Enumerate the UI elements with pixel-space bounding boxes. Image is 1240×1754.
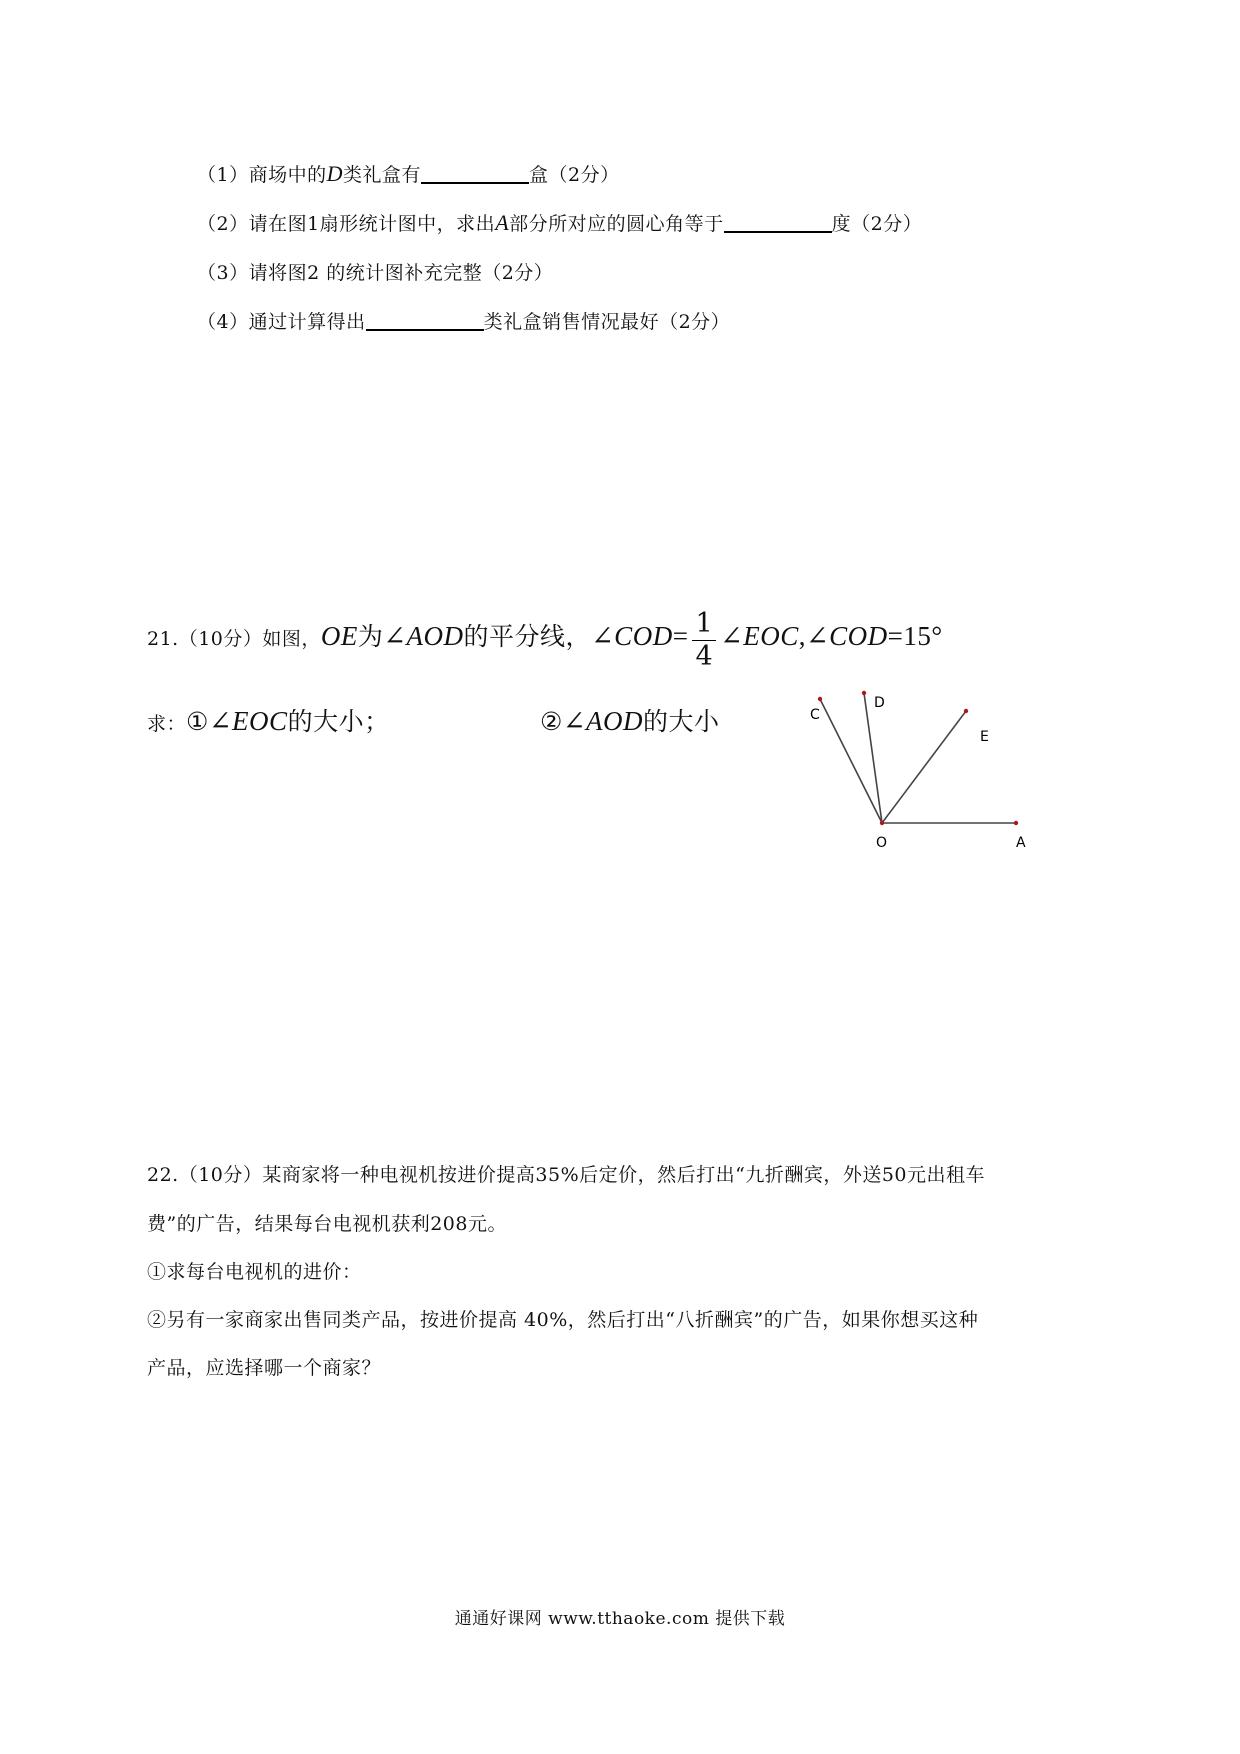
q21-statement: 21.（10分）如图，OE为∠AOD的平分线，∠COD= $\frac{1}{4}$ ∠EOC,∠COD=15° <box>147 607 943 672</box>
q22-line-4: ②另有一家商家出售同类产品，按进价提高 40%，然后打出“八折酬宾”的广告，如果你想买这种 <box>147 1309 979 1331</box>
q21-ask: 求：①∠EOC的大小； <box>147 706 390 736</box>
point-d <box>862 691 866 695</box>
label-a: A <box>1016 835 1026 851</box>
label-o: O <box>876 835 888 851</box>
label-c: C <box>810 707 820 723</box>
label-d: D <box>874 695 885 711</box>
q20-item-3: （3）请将图2 的统计图补充完整（2分） <box>197 262 554 284</box>
point-c <box>818 697 822 701</box>
label-e: E <box>980 729 989 745</box>
angle-figure <box>790 685 1070 855</box>
q20-item-4: （4）通过计算得出 类礼盒销售情况最好（2分） <box>197 311 731 333</box>
q22-line-2: 费”的广告，结果每台电视机获利208元。 <box>147 1213 507 1235</box>
point-o <box>880 821 884 825</box>
page-footer: 通通好课网 www.tthaoke.com 提供下载 <box>454 1609 786 1629</box>
fraction-one-quarter: $\frac{1}{4}$ <box>692 608 716 673</box>
point-e <box>964 709 968 713</box>
q22-line-5: 产品，应选择哪一个商家？ <box>147 1357 382 1379</box>
q22-line-3: ①求每台电视机的进价： <box>147 1261 362 1283</box>
point-a <box>1014 821 1018 825</box>
ray-oe <box>882 711 966 823</box>
answer-blank-4 <box>366 329 484 331</box>
answer-blank-2 <box>724 231 832 233</box>
q20-item-2: （2）请在图1扇形统计图中，求出A部分所对应的圆心角等于 度（2分） <box>197 210 923 235</box>
answer-blank-1 <box>421 182 529 184</box>
q21-ask-2: ②∠AOD的大小 <box>540 706 720 736</box>
q22-line-1: 22.（10分）某商家将一种电视机按进价提高35%后定价，然后打出“九折酬宾，外送50元出租车 <box>147 1164 986 1186</box>
q20-item-1: （1）商场中的D类礼盒有 盒（2分） <box>197 161 620 186</box>
